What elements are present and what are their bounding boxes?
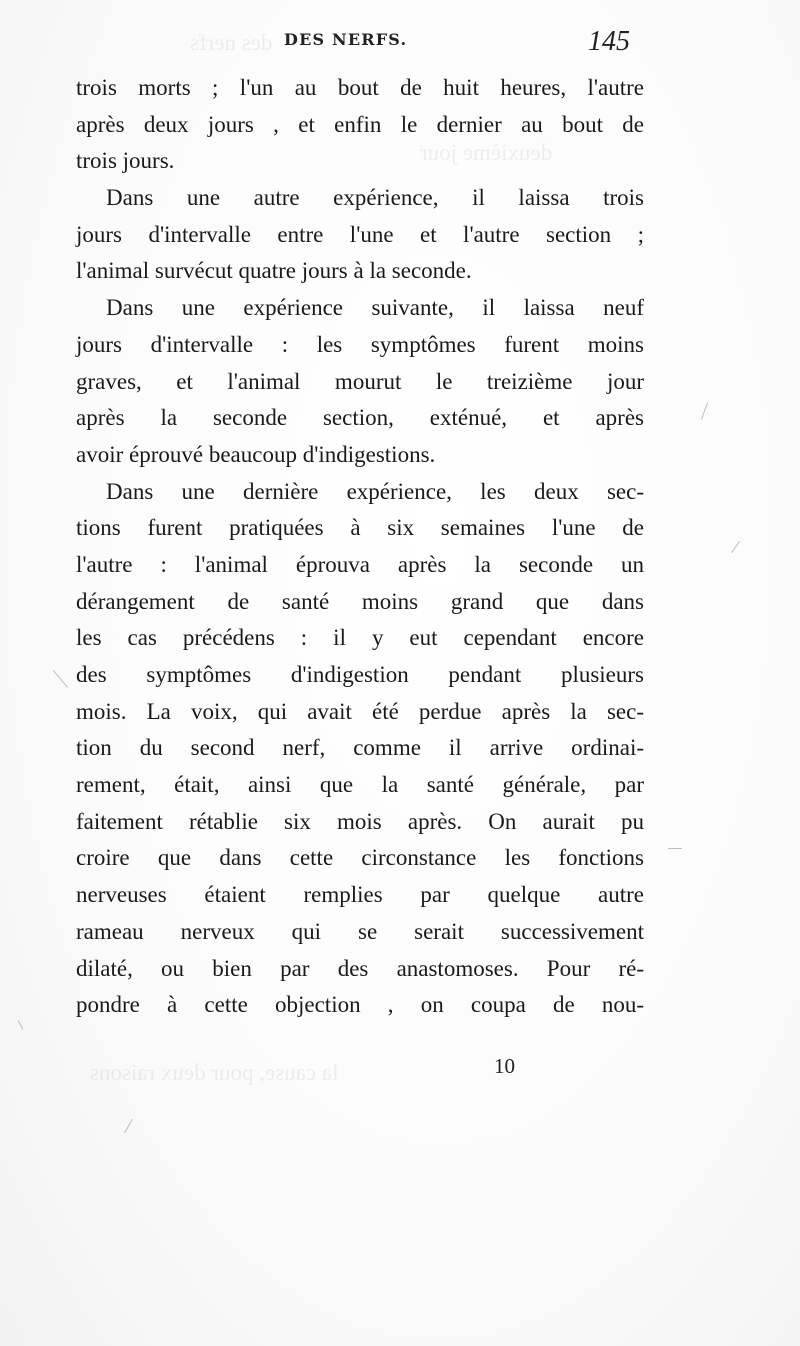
text-line: jours d'intervalle entre l'une et l'autre section ;	[76, 221, 644, 247]
signature-mark: 10	[494, 1054, 515, 1078]
show-through-text: deuxième jour	[420, 140, 553, 165]
text-line: rameau nerveux qui se serait successivement	[76, 918, 644, 944]
text-line: après la seconde section, exténué, et après	[76, 405, 644, 431]
text-line: trois jours.	[76, 148, 175, 174]
running-title: DES NERFS.	[284, 30, 408, 49]
text-line: mois. La voix, qui avait été perdue après la sec-	[76, 698, 644, 724]
text-line: jours d'intervalle : les symptômes furent moins	[76, 331, 644, 357]
text-line: dérangement de santé moins grand que dans	[76, 588, 644, 614]
text-line: graves, et l'animal mourut le treizième jour	[76, 368, 644, 394]
text-line: faitement rétablie six mois après. On aurait pu	[76, 808, 644, 834]
stray-mark	[701, 402, 708, 419]
text-line: l'animal survécut quatre jours à la seconde.	[76, 258, 472, 284]
text-line: tions furent pratiquées à six semaines l'une de	[76, 515, 644, 541]
page-number: 145	[588, 26, 630, 57]
stray-mark	[124, 1119, 133, 1133]
show-through-text: la cause, pour deux raisons	[90, 1060, 339, 1085]
text-line: des symptômes d'indigestion pendant plusieurs	[76, 662, 644, 687]
text-line: Dans une autre expérience, il laissa trois	[106, 185, 644, 211]
stray-mark	[668, 848, 682, 849]
text-line: tion du second nerf, comme il arrive ordinai-	[76, 735, 644, 761]
text-line: nerveuses étaient remplies par quelque autre	[76, 882, 644, 908]
stray-mark	[18, 1020, 24, 1029]
stray-mark	[731, 541, 740, 553]
text-line: Dans une dernière expérience, les deux sec-	[106, 478, 644, 504]
text-line: après deux jours , et enfin le dernier au bout de	[76, 111, 644, 137]
stray-mark	[53, 670, 68, 687]
text-line: rement, était, ainsi que la santé générale, par	[76, 772, 644, 798]
text-line: dilaté, ou bien par des anastomoses. Pour ré-	[76, 955, 644, 981]
text-line: Dans une expérience suivante, il laissa neuf	[106, 295, 644, 321]
text-line: avoir éprouvé beaucoup d'indigestions.	[76, 441, 436, 467]
text-line: croire que dans cette circonstance les fonctions	[76, 845, 644, 871]
text-line: pondre à cette objection , on coupa de nou-	[76, 992, 644, 1018]
show-through-text: des nerfs	[190, 30, 273, 55]
body-text	[76, 70, 644, 1024]
text-line: trois morts ; l'un au bout de huit heures, l'autre	[76, 75, 644, 100]
text-line: l'autre : l'animal éprouva après la seconde un	[76, 551, 644, 577]
text-line: les cas précédens : il y eut cependant encore	[76, 625, 644, 651]
